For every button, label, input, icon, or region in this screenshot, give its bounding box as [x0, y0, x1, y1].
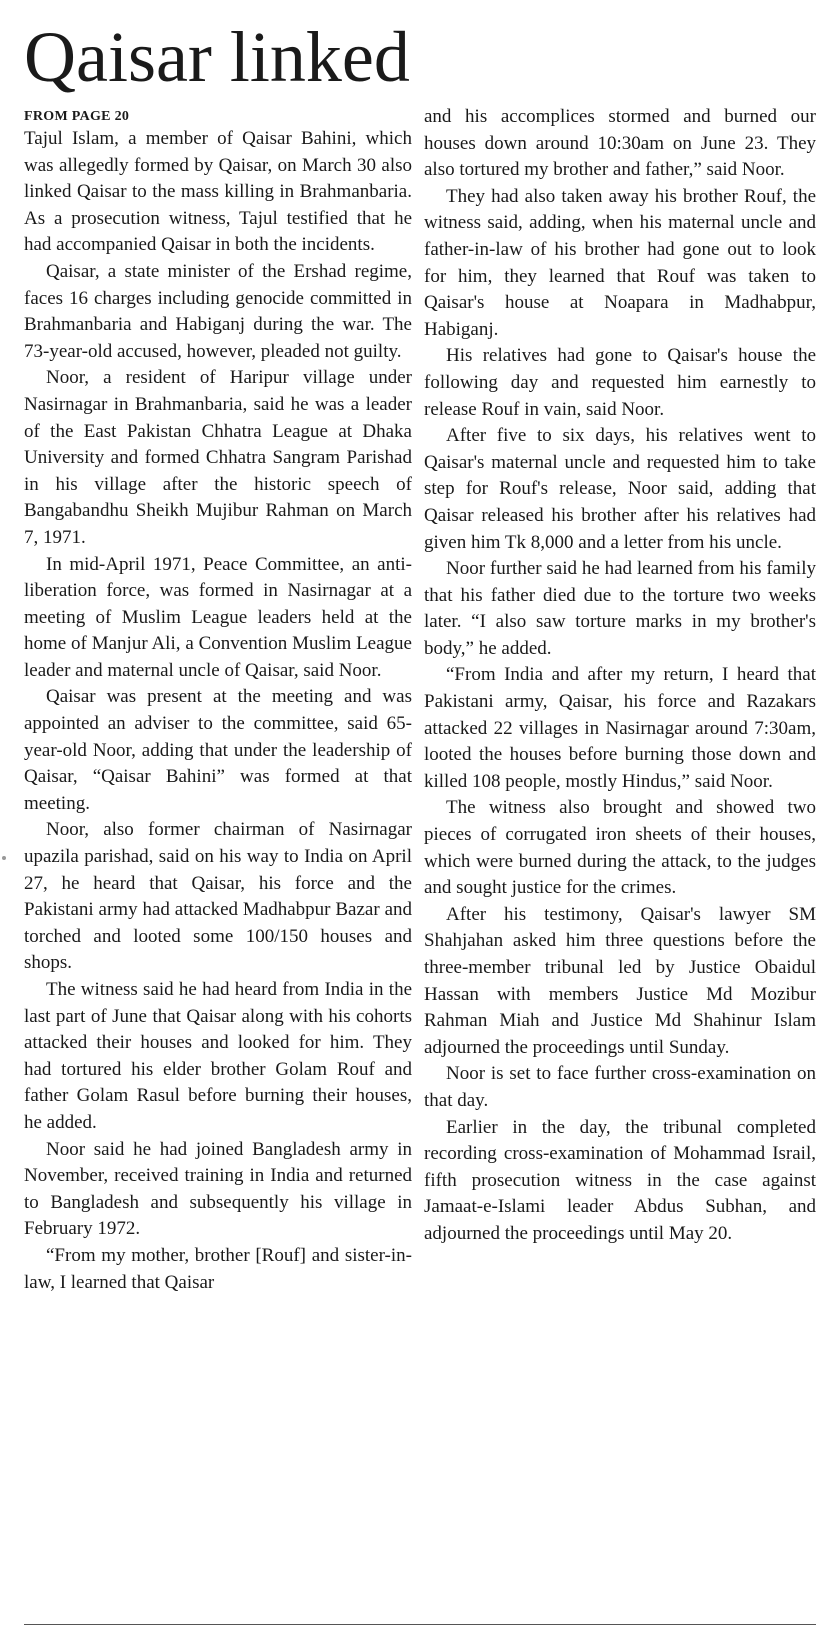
left-column	[24, 104, 412, 1296]
paragraph: After five to six days, his relatives went to Qaisar's maternal uncle and requested him to take step for Rouf's release, Noor said, adding that Qaisar released his brother after his relatives had given him Tk 8,000 and a letter from his uncle.	[424, 425, 816, 553]
bottom-rule	[24, 1624, 816, 1625]
right-column	[424, 104, 816, 1248]
paragraph: and his accomplices stormed and burned our houses down around 10:30am on June 23. They also tortured my brother and father,” said Noor.	[424, 106, 816, 181]
paragraph: Noor, also former chairman of Nasirnagar upazila parishad, said on his way to India on April 27, he heard that Qaisar, his force and the Pakistani army had attacked Madhabpur Bazar and torched and looted some 100/150 houses and shops.	[24, 819, 412, 974]
paragraph: Qaisar was present at the meeting and was appointed an adviser to the committee, said 65-year-old Noor, adding that under the leadership of Qaisar, “Qaisar Bahini” was formed at that meeting.	[24, 686, 412, 814]
paragraph: “From my mother, brother [Rouf] and sister-in-law, I learned that Qaisar	[24, 1244, 412, 1293]
paragraph: Noor is set to face further cross-examination on that day.	[424, 1063, 816, 1111]
dateline: FROM PAGE 20	[24, 109, 130, 124]
paragraph: Noor further said he had learned from his family that his father died due to the torture two weeks later. “I also saw torture marks in my brother's body,” he added.	[424, 558, 816, 659]
paragraph: His relatives had gone to Qaisar's house the following day and requested him earnestly to release Rouf in vain, said Noor.	[424, 345, 816, 420]
paragraph: In mid-April 1971, Peace Committee, an anti-liberation force, was formed in Nasirnagar at a meeting of Muslim League leaders held at the home of Manjur Ali, a Convention Muslim League leader and maternal uncle of Qaisar, said Noor.	[24, 553, 412, 681]
paragraph: “From India and after my return, I heard that Pakistani army, Qaisar, his force and Razakars attacked 22 villages in Nasirnagar around 7:30am, looted the houses before burning those down and killed 108 people, mostly Hindus,” said Noor.	[424, 664, 816, 792]
paragraph: The witness also brought and showed two pieces of corrugated iron sheets of their houses, which were burned during the attack, to the judges and sought justice for the crimes.	[424, 797, 816, 899]
paragraph: Earlier in the day, the tribunal completed recording cross-examination of Mohammad Israil, fifth prosecution witness in the case against Jamaat-e-Islami leader Abdus Subhan, and adjourned the proceedings until May 20.	[424, 1116, 816, 1244]
paragraph: Noor said he had joined Bangladesh army in November, received training in India and returned to Bangladesh and subsequently his village in February 1972.	[24, 1138, 412, 1240]
paragraph: They had also taken away his brother Rouf, the witness said, adding, when his maternal uncle and father-in-law of his brother had gone out to look for him, they learned that Rouf was taken to Qaisar's house at Noapara in Madhabpur, Habiganj.	[424, 185, 816, 340]
paragraph: Tajul Islam, a member of Qaisar Bahini, which was allegedly formed by Qaisar, on March 30 also linked Qaisar to the mass killing in Brahmanbaria. As a prosecution witness, Tajul testified that he had accompanied Qaisar in both the incidents.	[24, 128, 412, 256]
paragraph: The witness said he had heard from India in the last part of June that Qaisar along with his cohorts attacked their houses and looked for him. They had tortured his elder brother Golam Rouf and father Golam Rasul before burning their houses, he added.	[24, 979, 412, 1133]
paragraph: Noor, a resident of Haripur village under Nasirnagar in Brahmanbaria, said he was a leader of the East Pakistan Chhatra League at Dhaka University and formed Chhatra Sangram Parishad in his village after the historic speech of Bangabandhu Sheikh Mujibur Rahman on March 7, 1971.	[24, 367, 412, 548]
paragraph: Qaisar, a state minister of the Ershad regime, faces 16 charges including genocide committed in Brahmanbaria and Habiganj during the war. The 73-year-old accused, however, pleaded not guilty.	[24, 260, 412, 362]
headline: Qaisar linked	[24, 17, 410, 97]
scan-mark	[2, 856, 6, 860]
paragraph: After his testimony, Qaisar's lawyer SM Shahjahan asked him three questions before the three-member tribunal led by Justice Obaidul Hassan with members Justice Md Mozibur Rahman Miah and Justice Md Shahinur Islam adjourned the proceedings until Sunday.	[424, 903, 816, 1058]
